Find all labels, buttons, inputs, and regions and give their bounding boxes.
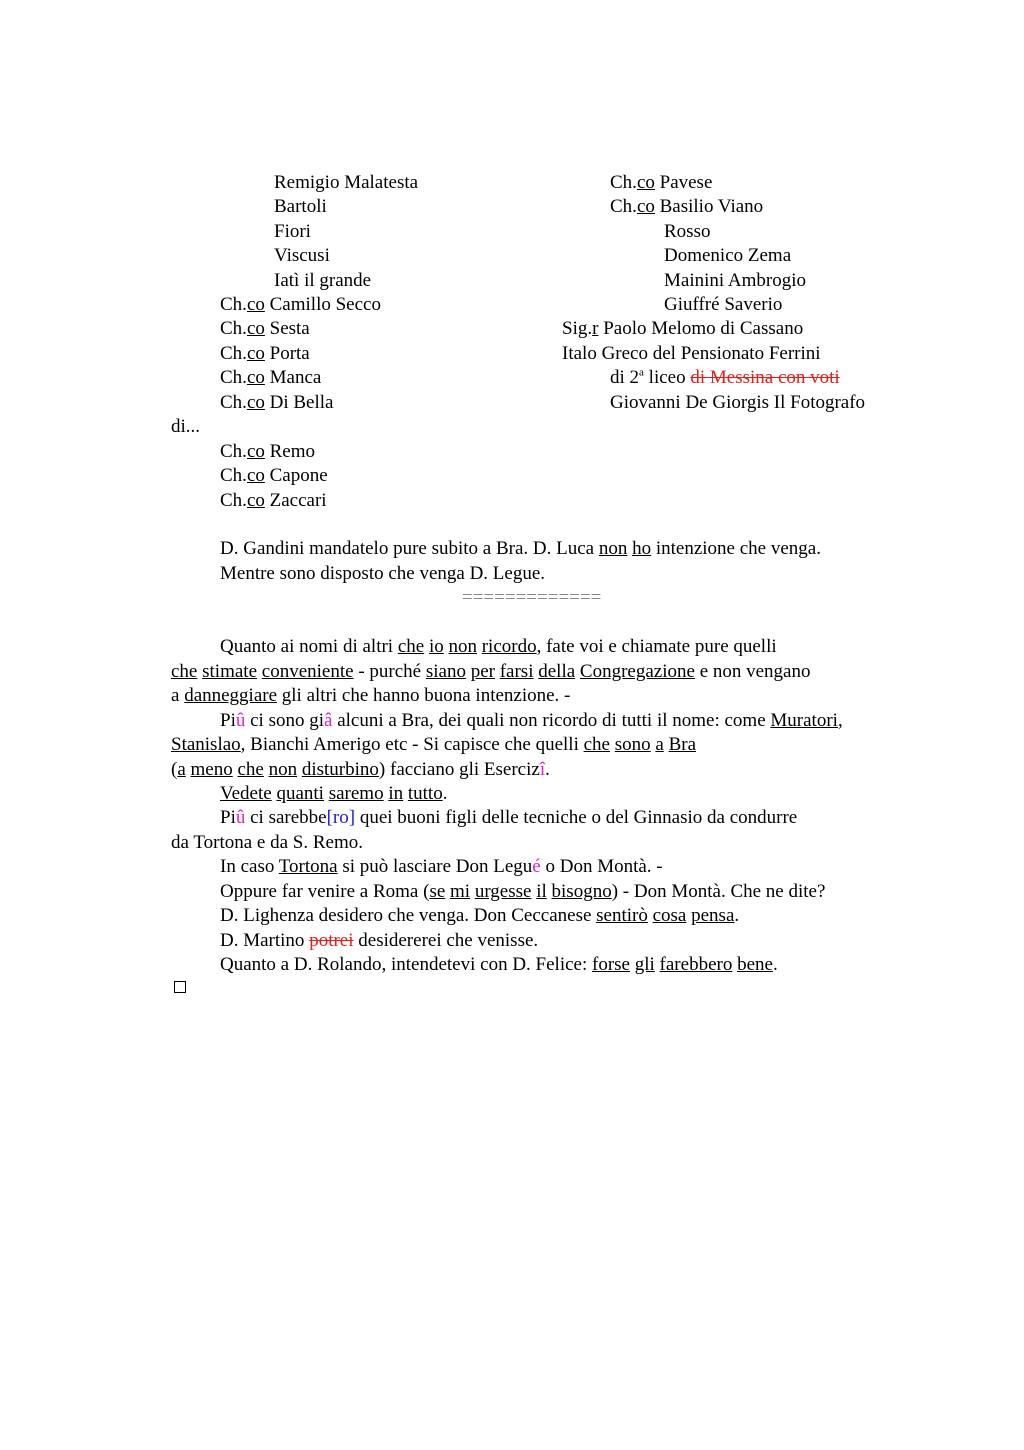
- text-line: Stanislao, Bianchi Amerigo etc - Si capisce che quelli che sono a Bra: [171, 734, 697, 755]
- name-line: Ch.co Remo: [220, 441, 316, 462]
- name-line: Ch.co Capone: [220, 465, 328, 486]
- text-line: Quanto ai nomi di altri che io non ricordo, fate voi e chiamate pure quelli: [220, 636, 777, 657]
- name-line: Ch.co Camillo Secco: [220, 294, 381, 315]
- name-line: di 2$^a$ liceo di Messina con voti: [610, 366, 840, 388]
- struck-text: potrei: [309, 930, 354, 951]
- name-line: Sig.r Paolo Melomo di Cassano: [562, 318, 804, 339]
- name-line: Ch.co Zaccari: [220, 490, 327, 511]
- name-line: Iatì il grande: [274, 270, 372, 291]
- name-line: Italo Greco del Pensionato Ferrini: [562, 343, 821, 364]
- name-line: Mainini Ambrogio: [664, 270, 806, 291]
- name-line: Ch.co Di Bella: [220, 392, 334, 413]
- name-line: Bartoli: [274, 196, 327, 217]
- struck-text: di Messina con voti: [690, 367, 840, 388]
- text-line: a danneggiare gli altri che hanno buona intenzione. -: [171, 685, 571, 706]
- name-line: Ch.co Pavese: [610, 172, 713, 193]
- text-line: In caso Tortona si può lasciare Don Legué o Don Montà. -: [220, 856, 663, 877]
- text-line: Mentre sono disposto che venga D. Legue.: [220, 563, 546, 584]
- name-line: Viscusi: [274, 245, 330, 266]
- name-line: Ch.co Porta: [220, 343, 310, 364]
- name-line: Domenico Zema: [664, 245, 792, 266]
- name-line: Rosso: [664, 221, 711, 242]
- text-line: D. Gandini mandatelo pure subito a Bra. D. Luca non ho intenzione che venga.: [220, 538, 821, 559]
- name-line: Remigio Malatesta: [274, 172, 419, 193]
- name-line: Ch.co Manca: [220, 367, 322, 388]
- separator: =============: [462, 587, 602, 608]
- name-line: Fiori: [274, 221, 311, 242]
- text-line: D. Martino potrei desidererei che venisse.: [220, 930, 539, 951]
- text-line: (a meno che non disturbino) facciano gli Esercizî.: [171, 759, 550, 780]
- text-line: che stimate conveniente - purché siano per farsi della Congregazione e non vengano: [171, 661, 811, 682]
- end-marker-box-icon: [174, 981, 186, 993]
- text-line: D. Lighenza desidero che venga. Don Ceccanese sentirò cosa pensa.: [220, 905, 740, 926]
- text-line: Oppure far venire a Roma (se mi urgesse il bisogno) - Don Montà. Che ne dite?: [220, 881, 826, 902]
- text-line: Piû ci sono giâ alcuni a Bra, dei quali non ricordo di tutti il nome: come Muratori,: [220, 710, 843, 731]
- di-ellipsis: di...: [171, 416, 201, 437]
- name-line: Giuffré Saverio: [664, 294, 783, 315]
- text-line: Quanto a D. Rolando, intendetevi con D. Felice: forse gli farebbero bene.: [220, 954, 778, 975]
- name-line: Ch.co Basilio Viano: [610, 196, 764, 217]
- text-line: Vedete quanti saremo in tutto.: [220, 783, 448, 804]
- text-line: Piû ci sarebbe[ro] quei buoni figli delle tecniche o del Ginnasio da condurre: [220, 807, 798, 828]
- text-line: da Tortona e da S. Remo.: [171, 832, 363, 853]
- name-line: Giovanni De Giorgis Il Fotografo: [610, 392, 866, 413]
- name-line: Ch.co Sesta: [220, 318, 310, 339]
